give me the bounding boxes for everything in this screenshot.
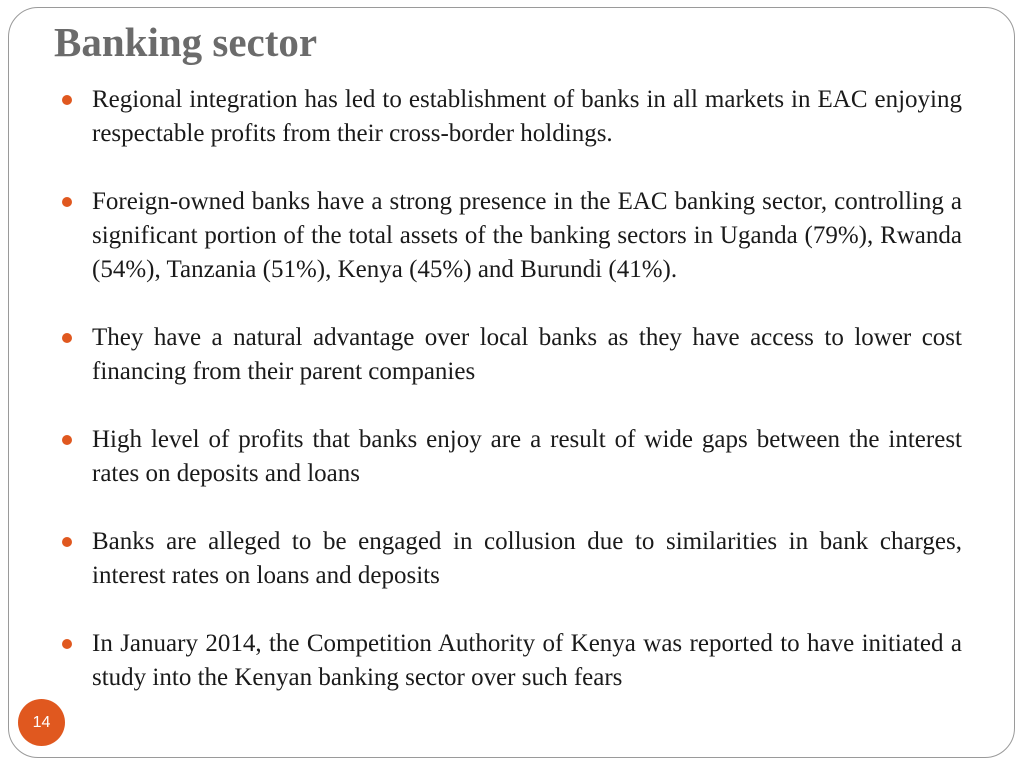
bullet-text: Banks are alleged to be engaged in collusion due to similarities in bank charges, interest rates on loans and deposits — [92, 528, 962, 589]
bullet-dot-icon — [62, 435, 72, 445]
page-number-badge — [18, 699, 65, 746]
bullet-list — [62, 83, 962, 729]
bullet-text: Foreign-owned banks have a strong presence in the EAC banking sector, controlling a significant portion of the total assets of the banking sectors in Uganda (79%), Rwanda (54%), Tanzania (51%), Kenya (45%) and Burundi (41%). — [92, 188, 962, 283]
bullet-item — [62, 321, 962, 389]
bullet-dot-icon — [62, 537, 72, 547]
bullet-dot-icon — [62, 333, 72, 343]
bullet-text: Regional integration has led to establishment of banks in all markets in EAC enjoying respectable profits from their cross-border holdings. — [92, 86, 962, 147]
bullet-item — [62, 627, 962, 695]
bullet-text: High level of profits that banks enjoy are a result of wide gaps between the interest rates on deposits and loans — [92, 426, 962, 487]
bullet-text: In January 2014, the Competition Authority of Kenya was reported to have initiated a study into the Kenyan banking sector over such fears — [92, 630, 962, 691]
slide-title: Banking sector — [54, 19, 318, 65]
bullet-dot-icon — [62, 639, 72, 649]
bullet-dot-icon — [62, 197, 72, 207]
bullet-dot-icon — [62, 95, 72, 105]
bullet-text: They have a natural advantage over local banks as they have access to lower cost financing from their parent companies — [92, 324, 962, 385]
bullet-item — [62, 185, 962, 287]
bullet-item — [62, 525, 962, 593]
bullet-item — [62, 83, 962, 151]
bullet-item — [62, 423, 962, 491]
page-number: 14 — [32, 713, 51, 731]
